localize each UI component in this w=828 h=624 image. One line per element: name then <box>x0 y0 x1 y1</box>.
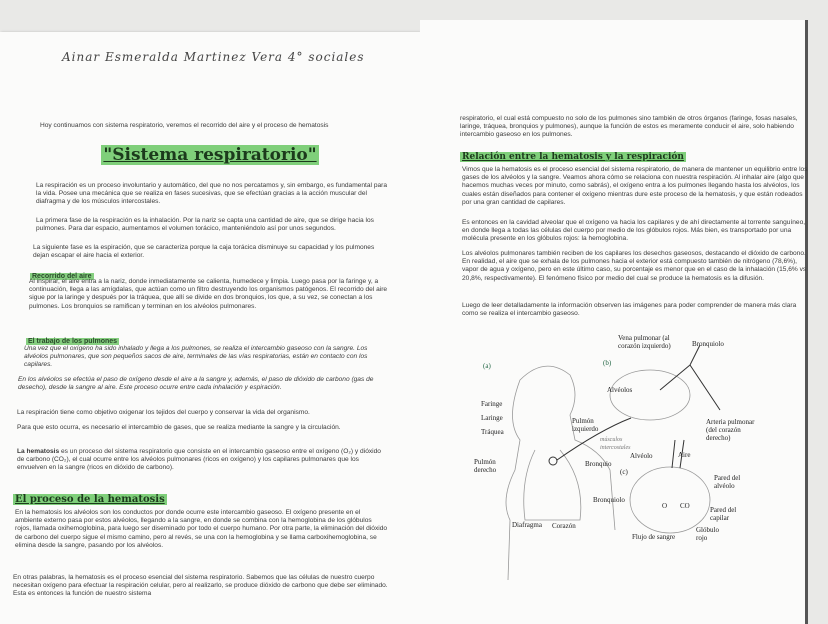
paragraph: Para que esto ocurra, es necesario el intercambio de gases, que se realiza mediante la sangre y la circulación. <box>17 424 341 431</box>
paragraph: Los alvéolos pulmonares también reciben de los capilares los desechos gaseosos, destacando el dióxido de carbono. En realidad, el aire que se exhala de los pulmones hacia el exterior está compuesto también de nitrógeno (78,6%), vapor de agua y oxígeno, pero en este último caso, su porcentaje es menor que en el caso de la inhalación (15,6% vs 20,8%, respectivamente). El fenómeno físico por medio del cual se produce la hematosis es la difusión. <box>462 250 807 282</box>
paragraph: En la hematosis los alvéolos son los conductos por donde ocurre este intercambio gaseoso. El oxígeno presente en el ambiente externo pasa por estos alvéolos, llegando a la sangre, en donde se combina con la hemoglobina de los glóbulos rojos, llamada oxihemoglobina, para luego ser diseminado por todo el cuerpo humano. Por otra parte, la eliminación del dióxido de carbono del cuerpo sigue el mismo camino, pero al revés, se una con la hemoglobina y se llama carboxihemoglobina, se elimina desde la sangre, pasando por los alvéolos. <box>15 509 388 549</box>
label-bronquiolo-top: Bronquiolo <box>692 340 724 348</box>
handwritten-name: Ainar Esmeralda Martinez Vera 4° sociales <box>62 50 365 64</box>
intro-text: Hoy continuamos con sistema respiratorio, veremos el recorrido del aire y el proceso de hematosis <box>40 122 329 129</box>
label-a: (a) <box>483 362 491 370</box>
label-vena: Vena pulmonar (al corazón izquierdo) <box>618 334 671 350</box>
heading-relacion: Relación entre la hematosis y la respiración <box>462 152 684 162</box>
label-b: (b) <box>603 359 612 367</box>
paragraph: En otras palabras, la hematosis es el proceso esencial del sistema respiratorio. Sabemos que las células de nuestro cuerpo necesitan oxígeno para efectuar la respiración celular, pero al realizarlo, se produce dióxido de carbono que debe ser eliminado. Esta es entonces la función de nuestro sistema <box>13 574 388 598</box>
paragraph: La siguiente fase es la espiración, que se caracteriza porque la caja torácica disminuye su capacidad y los pulmones dejan escapar el aire hacia el exterior. <box>33 244 375 260</box>
label-co: CO <box>680 502 690 510</box>
label-faringe: Faringe <box>481 400 503 408</box>
paragraph: La respiración tiene como objetivo oxigenar los tejidos del cuerpo y conservar la vida del organismo. <box>17 409 310 416</box>
paragraph: La respiración es un proceso involuntario y automático, del que no nos percatamos y, sin embargo, es fundamental para la vida. Posee una mecánica que se realiza en fases sucesivas, que se efectúan gracias a la acción muscular del diafragma y de los músculos intercostales. <box>36 182 388 206</box>
label-o: O <box>662 502 668 510</box>
heading-recorrido: Recorrido del aire <box>32 273 92 280</box>
alveoli-cluster <box>610 370 690 420</box>
page-title: "Sistema respiratorio" <box>103 145 317 165</box>
paragraph: Al inspirar, el aire entra a la nariz, donde inmediatamente se calienta, humedece y limpia. Luego pasa por la faringe y, a continuación, llega a las amígdalas, que actúan como un filtro destruyendo los organismos patógenos. El recorrido del aire sigue por la laringe y después por la tráquea, que allí se divide en dos bronquios, los que, a su vez, se conectan a los pulmones. Los bronquios se ramifican y terminan en los alvéolos pulmonares. <box>29 278 388 310</box>
paragraph: Una vez que el oxígeno ha sido inhalado y llega a los pulmones, se realiza el intercambio gaseoso con la sangre. Los alvéolos pulmonares, que son pequeños sacos de aire, terminales de las vías respiratorias, están en contacto con los capilares. <box>24 345 368 369</box>
human-silhouette <box>506 366 615 580</box>
label-diafragma: Diafragma <box>512 521 542 529</box>
lungs-outline <box>524 450 581 520</box>
label-flujo: Flujo de sangre <box>632 533 676 541</box>
label-pared-capilar: Pared del capilar <box>710 506 737 522</box>
label-aire: Aire <box>678 451 691 459</box>
heading-trabajo: El trabajo de los pulmones <box>28 338 118 345</box>
bold-term: La hematosis <box>17 448 60 455</box>
label-traquea: Tráquea <box>481 428 504 436</box>
bronchiole-branches <box>660 345 720 410</box>
paragraph: Luego de leer detalladamente la información observen las imágenes para poder comprender de manera más clara como se realiza el intercambio gaseoso. <box>462 302 797 318</box>
label-laringe: Laringe <box>481 414 503 422</box>
label-bronquiolo: Bronquiolo <box>593 496 625 504</box>
paragraph: respiratorio, el cual está compuesto no solo de los pulmones sino también de otros órganos (faringe, fosas nasales, laringe, tráquea, bronquios y pulmones), aunque la función de estos es meramente conducir el aire, solo habiendo intercambio gaseoso en los pulmones. <box>460 115 798 139</box>
alveolus-c <box>630 467 710 533</box>
label-globulo: Glóbulo rojo <box>696 526 719 542</box>
paragraph: La primera fase de la respiración es la inhalación. Por la nariz se capta una cantidad de aire, que se dirige hacia los pulmones. Para dar espacio, aumentamos el volumen torácico, manteniéndolo así por unos segundos. <box>36 217 374 233</box>
paragraph: Es entonces en la cavidad alveolar que el oxígeno va hacia los capilares y de ahí directamente al torrente sanguíneo, en donde llega a todas las células del cuerpo por medio de los glóbulos rojos. Más bien, es transportado por una molécula presente en los glóbulos rojos: la hemoglobina. <box>462 219 806 243</box>
zoom-circle <box>549 457 557 465</box>
label-corazon: Corazón <box>552 522 576 530</box>
paragraph: En los alvéolos se efectúa el paso de oxígeno desde el aire a la sangre y, además, el paso de dióxido de carbono (gas de desecho), desde la sangre al aire. Este proceso ocurre entre cada inhalación y espiración. <box>18 376 374 392</box>
label-bronquio: Bronquio <box>585 460 612 468</box>
label-arteria: Arteria pulmonar (del corazón derecho) <box>706 418 755 442</box>
label-alveolos: Alvéolos <box>607 386 633 394</box>
heading-proceso: El proceso de la hematosis <box>15 494 165 505</box>
paragraph: es un proceso del sistema respiratorio que consiste en el intercambio gaseoso entre el oxígeno (O₂) y dióxido de carbono (CO₂), el cual ocurre entre los alvéolos pulmonares (ricos en oxígeno) y los capilares pulmonares que los envuelven en la sangre (ricos en dióxido de carbono). <box>17 448 381 472</box>
label-pulmon-izq: Pulmón izquierdo <box>572 417 599 433</box>
label-alveolo: Alvéolo <box>630 452 653 460</box>
label-c: (c) <box>620 468 628 476</box>
paragraph: Vimos que la hematosis es el proceso esencial del sistema respiratorio, de manera de mantener un equilibrio entre los gases de los alvéolos y la sangre. Veamos ahora cómo se relaciona con nuestra respiración. Al inhalar aire (algo que hacemos muchas veces por minuto, como sabrás), el oxígeno entra a los pulmones llegando hasta los alvéolos, los cuales están diseñados para contener el oxígeno mientras dure este proceso de la hematosis, y que están rodeados por una gran cantidad de capilares. <box>462 166 808 206</box>
label-pared-alveolo: Pared del alvéolo <box>714 474 741 490</box>
label-pulmon-der: Pulmón derecho <box>474 458 497 474</box>
handwritten-annotation: músculos intercostales <box>600 437 631 451</box>
